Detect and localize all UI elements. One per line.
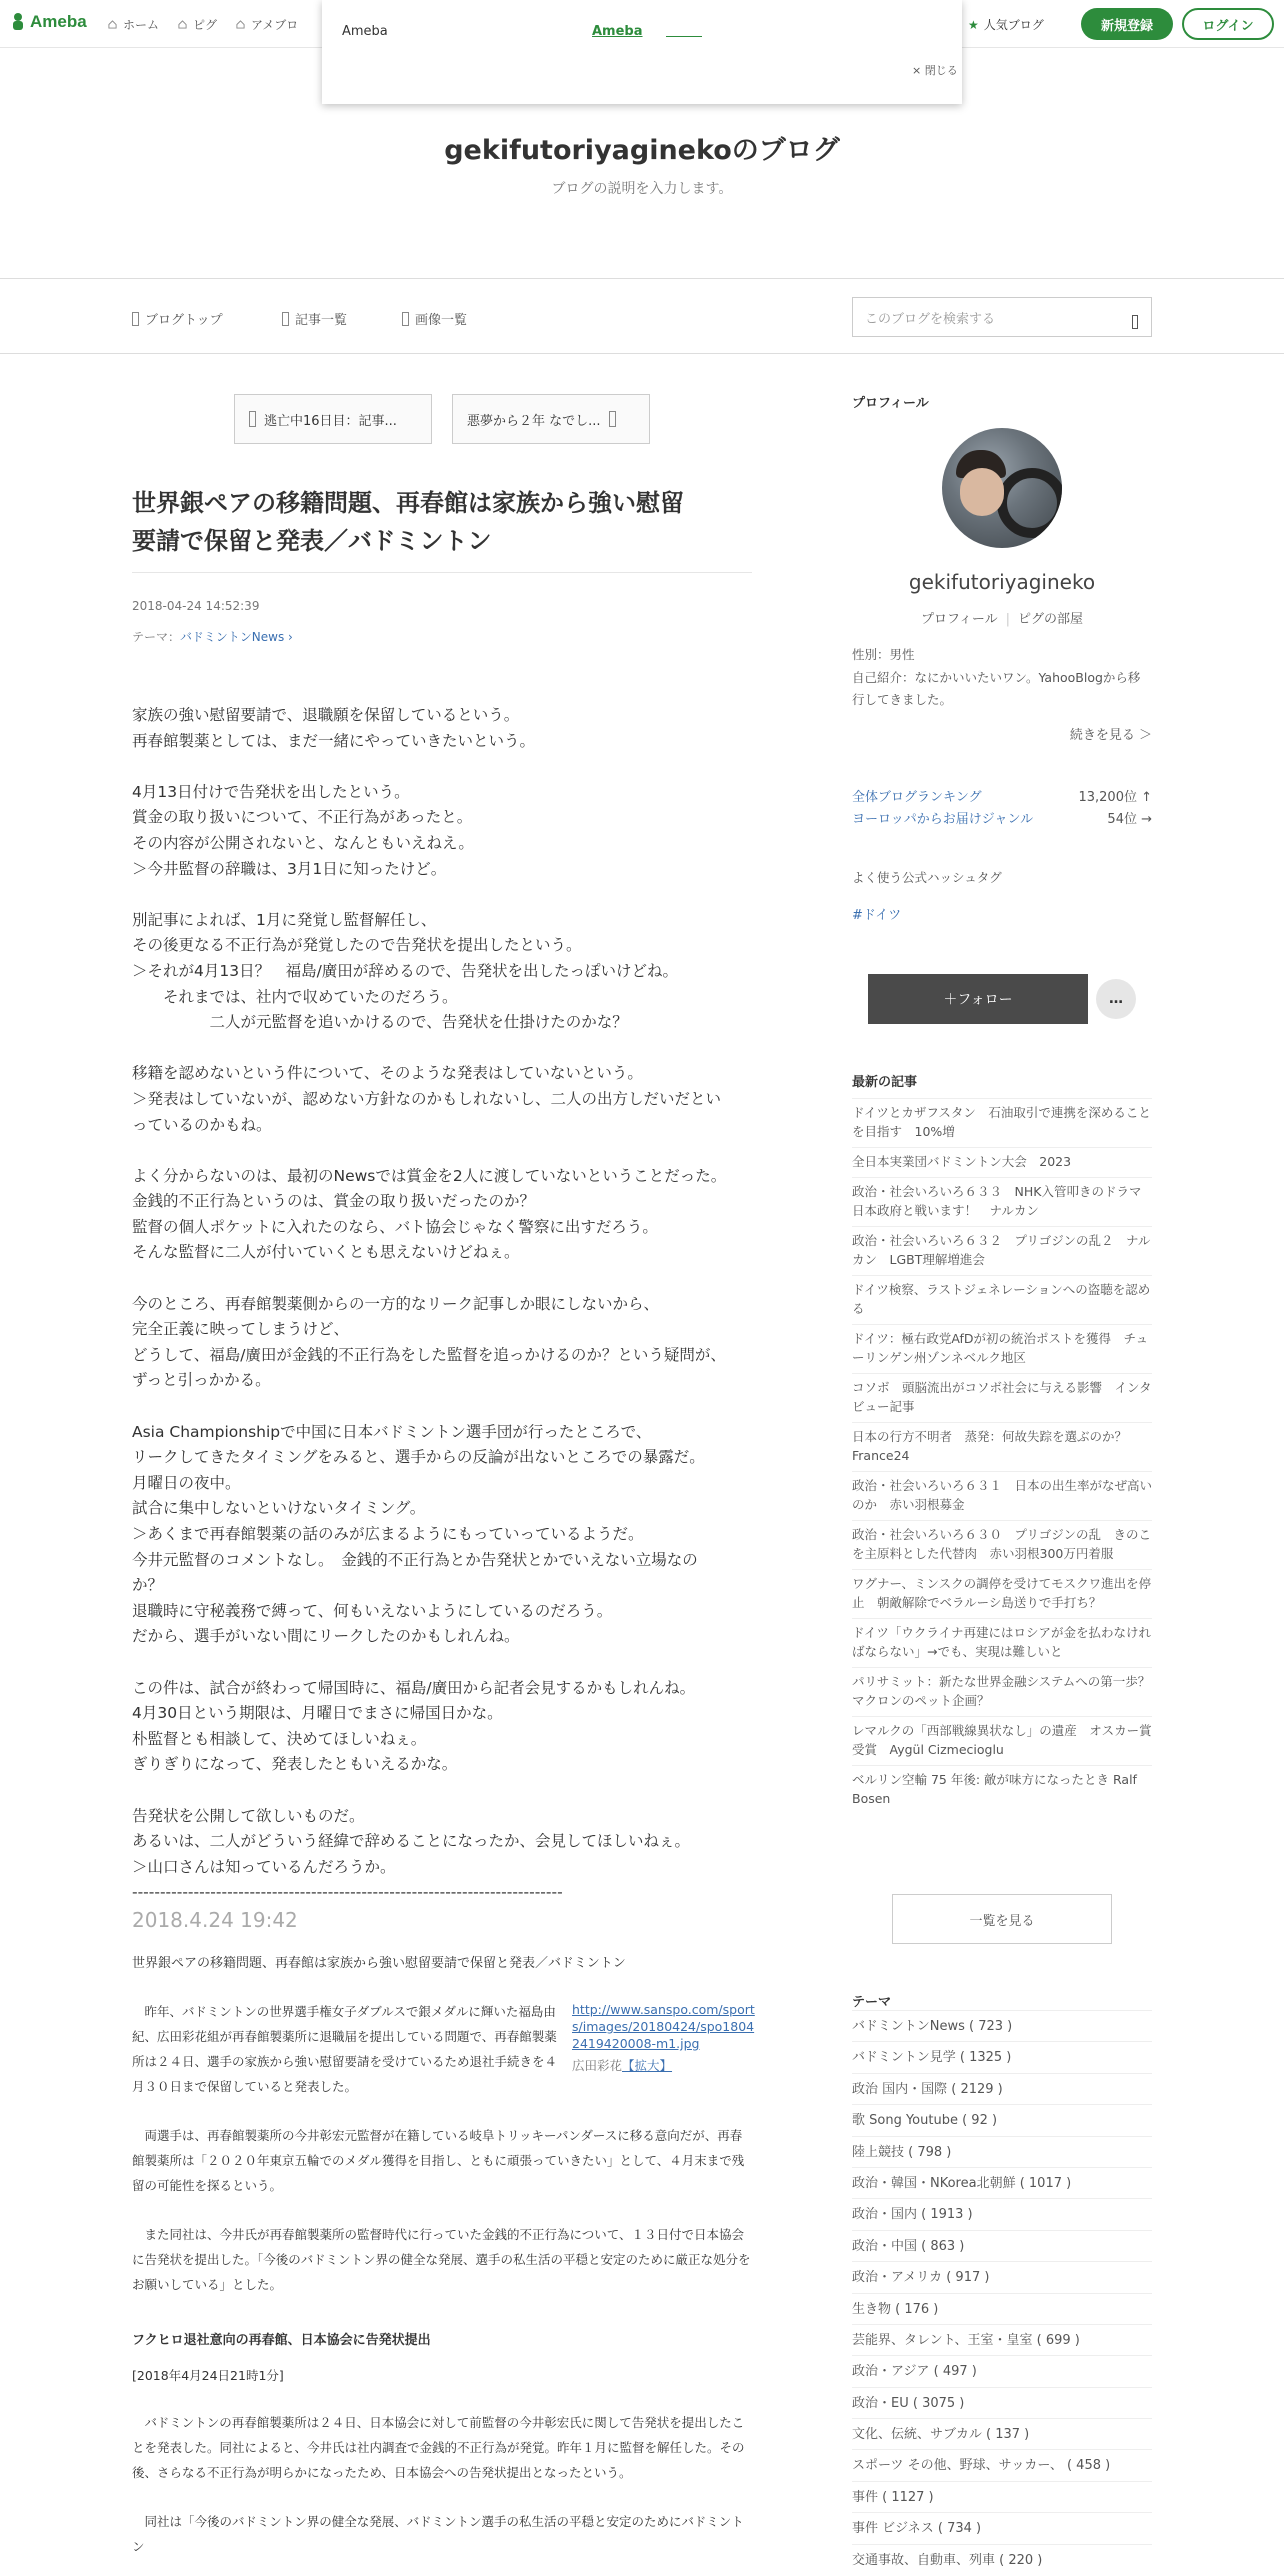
body-line: ----------------------------------------------------------------------------- (132, 1883, 563, 1902)
body-line: 別記事によれば、1月に発覚し監督解任し、 (132, 910, 437, 929)
hashtag-link[interactable]: #ドイツ (852, 908, 902, 923)
body-line: か？ (132, 1576, 164, 1595)
avatar-steering-wheel (997, 468, 1062, 538)
ranking-genre[interactable] (852, 808, 1152, 827)
signup-button[interactable]: 新規登録 (1081, 8, 1173, 40)
avatar-face (960, 468, 1004, 516)
quote-image-caption (572, 2056, 672, 2074)
nav-blog-top-label: ブログトップ (145, 313, 223, 328)
body-line (132, 1036, 752, 1062)
recent-article-item[interactable]: ドイツ：極右政党AfDが初の統治ポストを獲得 チューリンゲン州ゾンネベルク地区 (852, 1324, 1152, 1373)
theme-item[interactable]: 文化、伝統、サブカル ( 137 ) (852, 2418, 1152, 2449)
profile-links (852, 608, 1152, 627)
body-line: リークしてきたタイミングをみると、選手からの反論が出ないところでの暴露だ。 (132, 1448, 705, 1467)
nav-pig-label: ピグ (193, 18, 218, 32)
article-theme (132, 628, 293, 645)
theme-item[interactable]: 交通事故、自動車、列車 ( 220 ) (852, 2544, 1152, 2568)
image-enlarge-link[interactable]: 【拡大】 (622, 2058, 673, 2073)
body-line: 朴監督とも相談して、決めてほしいねぇ。 (132, 1729, 427, 1748)
recent-article-item[interactable]: ドイツ検察、ラストジェネレーションへの盗聴を認める (852, 1275, 1152, 1324)
nav-home-label: ホーム (123, 18, 160, 32)
body-line (132, 882, 752, 908)
theme-item[interactable]: 政治・アジア ( 497 ) (852, 2355, 1152, 2386)
profile-gender: 性別：男性 (852, 647, 915, 662)
blog-search-input[interactable]: このブログを検索する (852, 297, 1152, 337)
ranking-label: ヨーロッパからお届けジャンル (852, 812, 1034, 827)
body-line (132, 1394, 752, 1420)
body-line: 今井元監督のコメントなし。 金銭的不正行為とか告発状とかでいえない立場なの (132, 1550, 698, 1569)
theme-item[interactable]: 政治・韓国・NKorea北朝鮮 ( 1017 ) (852, 2167, 1152, 2198)
recent-article-item[interactable]: ドイツ「ウクライナ再建にはロシアが金を払わなければならない」→でも、実現は難しいと (852, 1618, 1152, 1667)
theme-item[interactable]: 政治・アメリカ ( 917 ) (852, 2261, 1152, 2292)
chevron-right-icon (609, 411, 616, 427)
quote-paragraph: 両選手は、再春館製薬所の今井彰宏元監督が在籍している岐阜トリッキーパンダースに移る意向だが、再春館製薬所は「２０２０年東京五輪でのメダル獲得を目指し、ともに頑張っていきたい」として、４月末まで残留の可能性を探るという。 (132, 2128, 745, 2193)
recent-article-item[interactable]: ドイツとカザフスタン 石油取引で連携を深めることを目指す 10%増 (852, 1098, 1152, 1147)
nav-image-list[interactable] (402, 309, 467, 328)
recent-article-item[interactable]: 政治・社会いろいろ６３０ プリゴジンの乱 きのこを主原料とした代替肉 赤い羽根300万円着服 (852, 1520, 1152, 1569)
ranking-value: 54位 → (1107, 812, 1152, 827)
article-body (132, 703, 752, 1906)
body-line: 家族の強い慰留要請で、退職願を保留しているという。 (132, 706, 520, 724)
body-line: 再春館製薬としては、まだ一緒にやっていきたいという。 (132, 731, 536, 750)
body-line: どうして、福島/廣田が金銭的不正行為をした監督を追っかけるのか？という疑問が、 (132, 1345, 726, 1364)
nav-pig[interactable] (178, 16, 217, 33)
ameba-mascot-icon (10, 12, 26, 32)
chevron-left-icon (249, 411, 256, 427)
theme-link[interactable]: バドミントンNews (180, 630, 285, 644)
body-line: 完全正義に映ってしまうけど、 (132, 1320, 350, 1339)
profile-heading: プロフィール (852, 396, 929, 411)
blog-top-icon (132, 312, 139, 326)
popular-blog-link[interactable] (968, 16, 1044, 33)
theme-item[interactable]: 芸能界、タレント、王室・皇室 ( 699 ) (852, 2324, 1152, 2355)
body-line: ＞今井監督の辞職は、3月1日に知ったけど。 (132, 859, 447, 878)
quote-paragraph: また同社は、今井氏が再春館製薬所の監督時代に行っていた金銭的不正行為について、１３日付で日本協会に告発状を提出した。「今後のバドミントン界の健全な発展、選手の私生活の平穏と安定のために厳正な処分をお願いしている」とした。 (132, 2227, 751, 2292)
theme-item[interactable]: バドミントン見学 ( 1325 ) (852, 2041, 1152, 2072)
body-line: そんな監督に二人が付いていくとも思えないけどねぇ。 (132, 1243, 520, 1262)
popup-link[interactable]: Ameba (592, 24, 643, 39)
see-all-button[interactable]: 一覧を見る (892, 1894, 1112, 1944)
popup-close-button[interactable]: × 閉じる (912, 64, 958, 77)
profile-more-link[interactable]: 続きを見る ＞ (1069, 728, 1152, 743)
ranking-overall[interactable] (852, 786, 1152, 805)
image-caption-text: 広田彩花 (572, 2058, 623, 2073)
next-article-button[interactable] (452, 394, 650, 444)
nav-article-list-label: 記事一覧 (295, 313, 348, 328)
body-line: 移籍を認めないという件について、そのような発表はしていないという。 (132, 1064, 643, 1083)
nav-image-list-label: 画像一覧 (415, 313, 468, 328)
theme-item[interactable]: スポーツ その他、野球、サッカー、 ( 458 ) (852, 2449, 1152, 2480)
theme-item[interactable]: バドミントンNews ( 723 ) (852, 2010, 1152, 2041)
quote-paragraph: 同社は「今後のバドミントン界の健全な発展、バドミントン選手の私生活の平穏と安定のためにバドミントン (132, 2514, 744, 2554)
quote-title: 世界銀ペアの移籍問題、再春館は家族から強い慰留要請で保留と発表／バドミントン (132, 1956, 626, 1971)
body-line: 今のところ、再春館製薬側からの一方的なリーク記事しか眼にしないから、 (132, 1294, 660, 1313)
theme-item[interactable]: 政治・中国 ( 863 ) (852, 2230, 1152, 2261)
body-line: ＞それが4月13日？ 福島/廣田が辞めるので、告発状を出したっぽいけどね。 (132, 961, 678, 980)
quote-subdate: [2018年4月24日21時1分] (132, 2368, 284, 2383)
home-icon (108, 20, 117, 29)
body-line: 試合に集中しないといけないタイミング。 (132, 1499, 426, 1518)
body-line: 告発状を公開して欲しいものだ。 (132, 1806, 365, 1825)
quote-date: 2018.4.24 19:42 (132, 1908, 298, 1932)
search-icon[interactable] (1132, 315, 1138, 329)
theme-item[interactable]: 事件 ( 1127 ) (852, 2481, 1152, 2512)
body-line: ＞発表はしていないが、認めない方針なのかもしれないし、二人の出方しだいだとい (132, 1089, 722, 1108)
body-line: 月曜日の夜中。 (132, 1473, 241, 1492)
ameba-logo[interactable] (10, 12, 87, 32)
body-line (132, 1138, 752, 1164)
more-menu-button[interactable]: … (1096, 979, 1136, 1019)
body-line: その内容が公開されないと、なんともいえねえ。 (132, 833, 474, 852)
article-title-line: 世界銀ペアの移籍問題、再春館は家族から強い慰留 (132, 489, 684, 517)
notification-popup (322, 0, 962, 104)
logo-text: Ameba (30, 12, 87, 31)
profile-name[interactable]: gekifutoriyagineko (908, 570, 1096, 594)
body-line: その後更なる不正行為が発覚したので告発状を提出したという。 (132, 936, 582, 955)
body-line (132, 1266, 752, 1292)
article-list-icon (282, 312, 289, 326)
body-line (132, 754, 752, 780)
popup-text: Ameba (342, 24, 388, 39)
body-line: 4月13日付けで告発状を出したという。 (132, 782, 410, 801)
theme-heading: テーマ (852, 1995, 892, 2010)
hashtag-heading: よく使う公式ハッシュタグ (852, 870, 1002, 885)
body-line: 二人が元監督を追いかけるので、告発状を仕掛けたのかな？ (132, 1013, 628, 1032)
body-line: あるいは、二人がどういう経緯で辞めることになったか、会見してほしいねぇ。 (132, 1832, 691, 1851)
body-line (132, 1650, 752, 1676)
recent-article-item[interactable]: 政治・社会いろいろ６３１ 日本の出生率がなぜ高いのか 赤い羽根募金 (852, 1471, 1152, 1520)
profile-link[interactable]: プロフィール (920, 612, 998, 627)
theme-item[interactable]: 政治・国内 ( 1913 ) (852, 2198, 1152, 2229)
body-line: ぎりぎりになって、発表したともいえるかな。 (132, 1755, 458, 1774)
pig-room-link[interactable]: ピグの部屋 (1018, 612, 1084, 627)
recent-article-item[interactable]: 日本の行方不明者 蒸発：何故失踪を選ぶのか？ France24 (852, 1422, 1152, 1471)
blog-description: ブログの説明を入力します。 (551, 181, 733, 197)
ameblo-icon (236, 20, 245, 29)
quoted-article (132, 1908, 755, 2568)
nav-article-list[interactable] (282, 309, 347, 328)
popular-blog-label: 人気ブログ (983, 18, 1044, 32)
image-list-icon (402, 312, 409, 326)
chevron-right-icon: › (284, 630, 293, 644)
ranking-value: 13,200位 ↑ (1078, 790, 1152, 805)
recent-article-item[interactable]: ワグナー、ミンスクの調停を受けてモスクワ進出を停止 朝敵解除でベラルーシ島送りで手打ち？ (852, 1569, 1152, 1618)
link-separator: | (1005, 612, 1011, 627)
body-line: だから、選手がいない間にリークしたのかもしれんね。 (132, 1627, 520, 1646)
body-line: それまでは、社内で収めていたのだろう。 (132, 987, 458, 1006)
profile-intro: 自己紹介：なにかいいたいワン。YahooBlogから移行してきました。 (852, 670, 1141, 707)
body-line: よく分からないのは、最初のNewsでは賞金を2人に渡していないということだった。 (132, 1166, 727, 1185)
nav-home[interactable] (108, 16, 159, 33)
theme-item[interactable]: 事件 ビジネス ( 734 ) (852, 2512, 1152, 2543)
body-line: Asia Championshipで中国に日本バドミントン選手団が行ったところで、 (132, 1422, 652, 1441)
body-line: 賞金の取り扱いについて、不正行為があったと。 (132, 808, 473, 827)
nav-ameblo-label: アメブロ (251, 18, 299, 32)
blog-nav-bar (0, 278, 1284, 354)
body-line: ずっと引っかかる。 (132, 1371, 271, 1390)
body-line: 監督の個人ポケットに入れたのなら、バト協会じゃなく警察に出すだろう。 (132, 1217, 658, 1236)
recent-article-item[interactable]: ベルリン空輸 75 年後: 敵が味方になったとき Ralf Bosen (852, 1765, 1152, 1814)
next-article-label: 悪夢から２年 なでし... (467, 413, 601, 429)
prev-article-label: 逃亡中16日目：記事... (264, 413, 397, 429)
theme-item[interactable]: 陸上競技 ( 798 ) (852, 2136, 1152, 2167)
avatar[interactable] (942, 428, 1062, 548)
article-date: 2018-04-24 14:52:39 (132, 599, 260, 613)
nav-blog-top[interactable] (132, 309, 223, 328)
theme-item[interactable]: 生き物 ( 176 ) (852, 2293, 1152, 2324)
article-title-line: 要請で保留と発表／バドミントン (132, 527, 492, 555)
theme-prefix: テーマ： (132, 630, 181, 644)
theme-list (852, 2010, 1152, 2568)
body-line: ＞山口さんは知っているんだろうか。 (132, 1857, 396, 1876)
body-line: 4月30日という期限は、月曜日でまさに帰国日かな。 (132, 1704, 503, 1723)
theme-item[interactable]: 政治・EU ( 3075 ) (852, 2387, 1152, 2418)
recent-article-item[interactable]: パリサミット：新たな世界金融システムへの第一歩？ マクロンのペット企画？ (852, 1667, 1152, 1716)
quote-paragraph: 昨年、バドミントンの世界選手権女子ダブルスで銀メダルに輝いた福島由紀、広田彩花組が再春館製薬所に退職届を提出している問題で、再春館製薬所は２４日、選手の家族から強い慰留要請を受けているため退社手続きを４月３０日まで保留していると発表した。 (132, 2004, 558, 2094)
theme-item[interactable]: 歌 Song Youtube ( 92 ) (852, 2104, 1152, 2135)
recent-heading: 最新の記事 (852, 1075, 918, 1090)
quote-paragraph: バドミントンの再春館製薬所は２４日、日本協会に対して前監督の今井彰宏氏に関して告発状を提出したことを発表した。同社によると、今井氏は社内調査で金銭的不正行為が発覚。昨年１月に監督を解任した。その後、さらなる不正行為が明らかになったため、日本協会への告発状提出となったという。 (132, 2415, 745, 2480)
popup-underline (666, 36, 702, 37)
body-line: この件は、試合が終わって帰国時に、福島/廣田から記者会見するかもしれんね。 (132, 1678, 696, 1697)
recent-article-item[interactable]: レマルクの「西部戦線異状なし」の遺産 オスカー賞受賞 Aygül Cizmecioglu (852, 1716, 1152, 1765)
crown-icon: ★ (968, 17, 979, 32)
recent-article-item[interactable]: 全日本実業団バドミントン大会 2023 (852, 1147, 1152, 1177)
body-line: 退職時に守秘義務で縛って、何もいえないようにしているのだろう。 (132, 1601, 613, 1620)
prev-article-button[interactable] (234, 394, 432, 444)
title-divider (132, 572, 752, 573)
recent-article-item[interactable]: 政治・社会いろいろ６３２ プリゴジンの乱２ ナルカン LGBT理解増進会 (852, 1226, 1152, 1275)
quote-subtitle: フクヒロ退社意向の再春館、日本協会に告発状提出 (132, 2333, 431, 2348)
ranking-label: 全体ブログランキング (852, 790, 982, 805)
recent-articles-list (852, 1098, 1163, 1814)
theme-item[interactable]: 政治 国内・国際 ( 2129 ) (852, 2073, 1152, 2104)
recent-article-item[interactable]: 政治・社会いろいろ６３３ NHK入管叩きのドラマ 日本政府と戦います！ ナルカン (852, 1177, 1152, 1226)
recent-article-item[interactable]: コソボ 頭脳流出がコソボ社会に与える影響 インタビュー記事 (852, 1373, 1152, 1422)
quote-image-link[interactable]: http://www.sanspo.com/sports/images/20180424/spo18042419420008-m1.jpg (572, 2002, 755, 2051)
login-button[interactable]: ログイン (1182, 8, 1274, 40)
body-line: っているのかもね。 (132, 1115, 272, 1134)
body-line: ＞あくまで再春館製薬の話のみが広まるようにもっていっているようだ。 (132, 1525, 644, 1543)
blog-title[interactable]: gekifutoriyaginekoのブログ (444, 135, 840, 166)
pig-icon (178, 20, 187, 29)
follow-button[interactable]: ＋フォロー (868, 974, 1088, 1024)
nav-ameblo[interactable] (236, 16, 298, 33)
body-line: 金銭的不正行為というのは、賞金の取り扱いだったのか？ (132, 1192, 536, 1211)
body-line (132, 1778, 752, 1804)
article-title (132, 484, 752, 560)
